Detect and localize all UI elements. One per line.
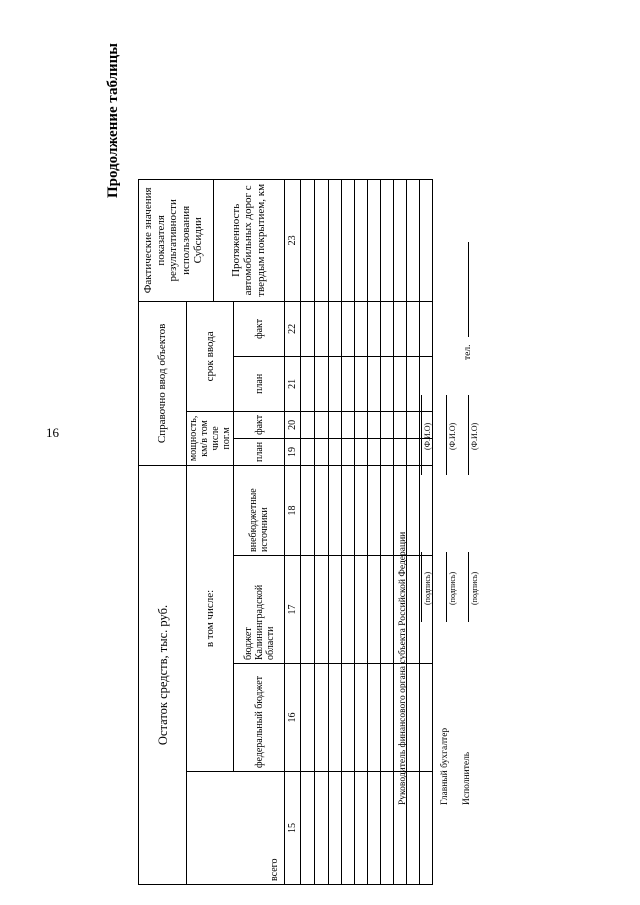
accountant-name-caption: (Ф.И.О) <box>448 422 457 450</box>
column-number: 17 <box>285 556 301 664</box>
accountant-signature-caption: (подпись) <box>448 571 457 605</box>
table-cell[interactable] <box>315 466 329 556</box>
table-cell[interactable] <box>329 356 342 411</box>
actual-values-title: Фактические значения показателя результативности использования Субсидии <box>142 187 204 294</box>
table-cell[interactable] <box>355 301 368 356</box>
column-number: 20 <box>285 411 301 438</box>
accountant-label: Главный бухгалтер <box>440 727 450 805</box>
table-cell[interactable] <box>368 466 381 556</box>
table-cell[interactable] <box>301 179 315 301</box>
table-cell[interactable] <box>355 466 368 556</box>
table-cell[interactable] <box>368 301 381 356</box>
table-cell[interactable] <box>301 356 315 411</box>
table-cell[interactable] <box>355 772 368 885</box>
table-cell[interactable] <box>315 411 329 438</box>
road-length-header: Протяженность автомобильных дорог с твердым покрытием, км <box>229 183 267 297</box>
table-cell[interactable] <box>368 772 381 885</box>
table-cell[interactable] <box>368 411 381 438</box>
table-cell[interactable] <box>368 664 381 772</box>
report-table <box>138 179 433 885</box>
table-cell[interactable] <box>342 438 355 465</box>
deadline-plan-header: план <box>234 356 285 411</box>
accountant-signature-line <box>446 552 447 622</box>
column-number: 23 <box>285 179 301 301</box>
table-cell[interactable] <box>315 772 329 885</box>
table-cell[interactable] <box>329 556 342 664</box>
executor-signature-caption: (подпись) <box>470 571 479 605</box>
table-cell[interactable] <box>381 664 394 772</box>
column-number: 21 <box>285 356 301 411</box>
including-header: в том числе: <box>187 466 234 772</box>
executor-label: Исполнитель <box>462 751 472 805</box>
table-cell[interactable] <box>355 179 368 301</box>
table-cell[interactable] <box>420 466 433 556</box>
table-cell[interactable] <box>407 356 420 411</box>
table-cell[interactable] <box>329 301 342 356</box>
table-cell[interactable] <box>394 301 407 356</box>
table-cell[interactable] <box>381 356 394 411</box>
table-cell[interactable] <box>407 179 420 301</box>
table-cell[interactable] <box>381 772 394 885</box>
table-cell[interactable] <box>342 466 355 556</box>
capacity-plan-header: план <box>234 438 285 465</box>
page-number: 16 <box>46 425 59 440</box>
table-cell[interactable] <box>315 179 329 301</box>
table-row <box>329 179 342 884</box>
table-cell[interactable] <box>368 356 381 411</box>
executor-signature-line <box>468 552 469 622</box>
table-cell[interactable] <box>342 772 355 885</box>
table-cell[interactable] <box>315 301 329 356</box>
extrabudgetary-header: внебюджетные источники <box>234 466 285 556</box>
table-cell[interactable] <box>420 772 433 885</box>
table-row <box>301 179 315 884</box>
table-cell[interactable] <box>301 664 315 772</box>
table-cell[interactable] <box>407 438 420 465</box>
head-name-caption: (Ф.И.О) <box>423 422 432 450</box>
deadline-header: срок ввода <box>187 301 234 411</box>
table-cell[interactable] <box>329 179 342 301</box>
table-cell[interactable] <box>329 466 342 556</box>
table-cell[interactable] <box>355 356 368 411</box>
executor-name-caption: (Ф.И.О) <box>470 422 479 450</box>
table-cell[interactable] <box>342 301 355 356</box>
capacity-header: мощность, км/в том числе пог.м <box>187 411 234 465</box>
table-cell[interactable] <box>381 466 394 556</box>
phone-line <box>468 242 469 337</box>
table-cell[interactable] <box>368 556 381 664</box>
continuation-title: Продолжение таблицы <box>105 42 121 198</box>
table-cell[interactable] <box>315 556 329 664</box>
table-cell[interactable] <box>301 772 315 885</box>
table-cell[interactable] <box>315 356 329 411</box>
table-cell[interactable] <box>355 411 368 438</box>
table-cell[interactable] <box>329 772 342 885</box>
table-cell[interactable] <box>315 438 329 465</box>
table-cell[interactable] <box>342 179 355 301</box>
table-cell[interactable] <box>420 664 433 772</box>
table-row <box>381 179 394 884</box>
table-row <box>315 179 329 884</box>
head-signature-caption: (подпись) <box>423 571 432 605</box>
executor-name-line <box>468 395 469 475</box>
table-cell[interactable] <box>368 438 381 465</box>
table-cell[interactable] <box>381 556 394 664</box>
regional-budget-header: бюджет Калининградской области <box>234 556 285 664</box>
column-number-row <box>285 179 301 884</box>
table-cell[interactable] <box>329 438 342 465</box>
table-cell[interactable] <box>355 664 368 772</box>
table-cell[interactable] <box>342 556 355 664</box>
total-header: всего <box>187 772 285 885</box>
column-number: 16 <box>285 664 301 772</box>
table-cell[interactable] <box>394 411 407 438</box>
column-number: 19 <box>285 438 301 465</box>
table-cell[interactable] <box>301 301 315 356</box>
balance-header: Остаток средств, тыс. руб. <box>139 466 187 885</box>
table-cell[interactable] <box>329 664 342 772</box>
table-cell[interactable] <box>329 411 342 438</box>
head-label: Руководитель финансового органа субъекта Российской Федерации <box>398 531 408 805</box>
table-cell[interactable] <box>342 411 355 438</box>
table-cell[interactable] <box>368 179 381 301</box>
table-cell[interactable] <box>420 179 433 301</box>
table-cell[interactable] <box>394 179 407 301</box>
table-cell[interactable] <box>355 556 368 664</box>
table-cell[interactable] <box>394 356 407 411</box>
table-cell[interactable] <box>407 411 420 438</box>
table-row <box>368 179 381 884</box>
table-cell[interactable] <box>301 466 315 556</box>
table-cell[interactable] <box>342 664 355 772</box>
accountant-name-line <box>446 395 447 475</box>
column-number: 15 <box>285 772 301 885</box>
table-cell[interactable] <box>355 438 368 465</box>
table-cell[interactable] <box>342 356 355 411</box>
table-cell[interactable] <box>407 301 420 356</box>
table-cell[interactable] <box>301 556 315 664</box>
column-number: 22 <box>285 301 301 356</box>
table-row <box>342 179 355 884</box>
table-row <box>420 179 433 884</box>
actual-values-header <box>139 179 285 301</box>
table-cell[interactable] <box>301 411 315 438</box>
table-cell[interactable] <box>381 301 394 356</box>
phone-label: тел. <box>463 344 473 360</box>
table-cell[interactable] <box>315 664 329 772</box>
head-name-line <box>421 395 422 475</box>
column-number: 18 <box>285 466 301 556</box>
table-cell[interactable] <box>394 438 407 465</box>
deadline-fact-header: факт <box>234 301 285 356</box>
capacity-fact-header: факт <box>234 411 285 438</box>
head-signature-line <box>421 552 422 622</box>
table-cell[interactable] <box>381 438 394 465</box>
table-cell[interactable] <box>420 301 433 356</box>
table-cell[interactable] <box>381 411 394 438</box>
commissioning-header: Справочно ввод объектов <box>139 301 187 465</box>
table-cell[interactable] <box>301 438 315 465</box>
federal-budget-header: федеральный бюджет <box>234 664 285 772</box>
table-row <box>355 179 368 884</box>
table-cell[interactable] <box>381 179 394 301</box>
